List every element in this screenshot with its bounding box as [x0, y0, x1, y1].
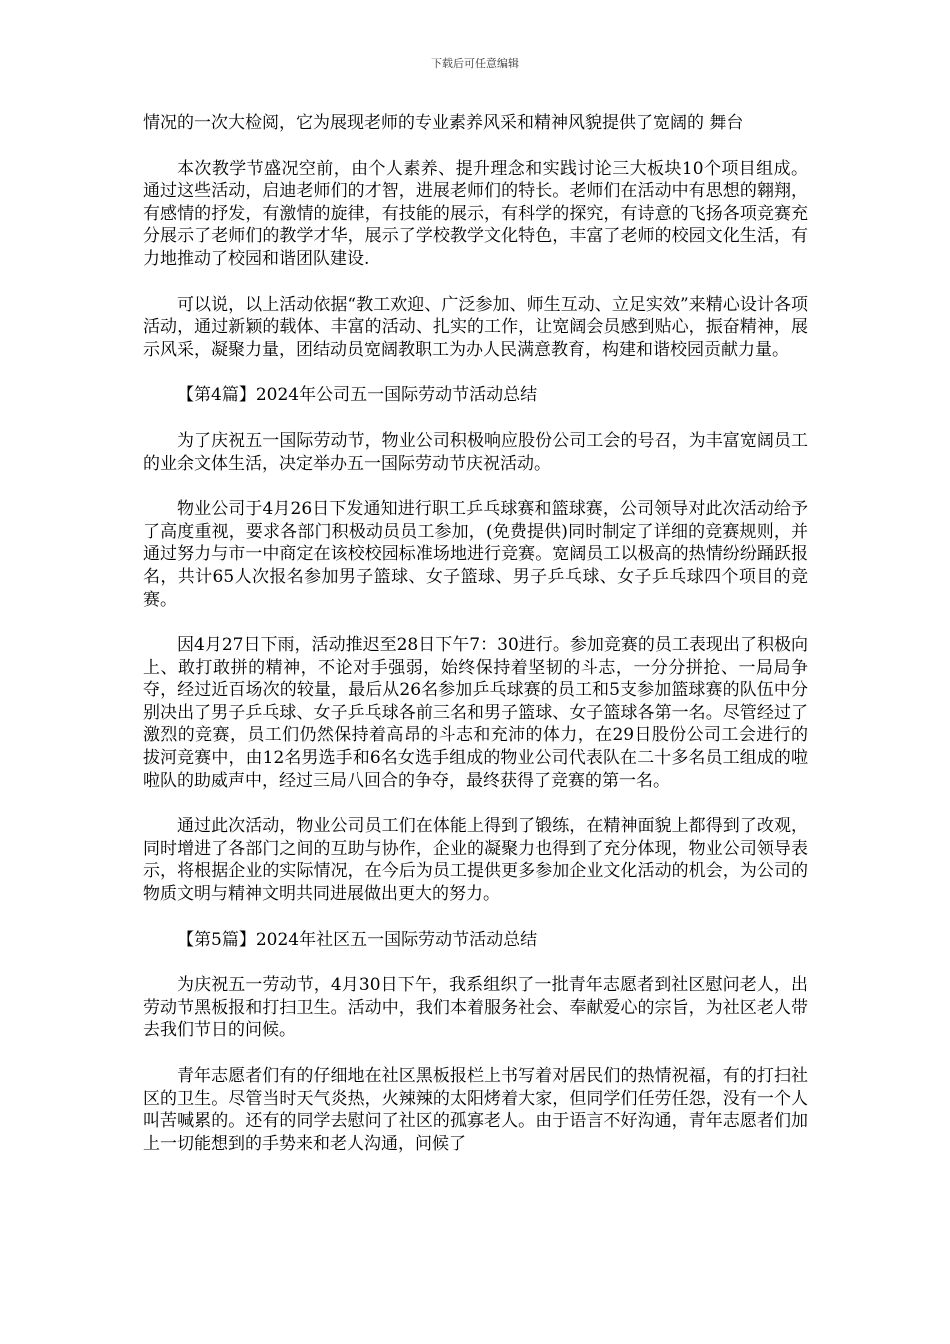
paragraph-competition: 因4月27日下雨，活动推迟至28日下午7：30进行。参加竞赛的员工表现出了积极向上、敢打敢拼的精神，不论对手强弱，始终保持着坚韧的斗志，一分分拼抢、一局局争夺，经过近百场次的较量，最后从26名参加乒乓球赛的员工和5支参加篮球赛的队伍中分别决出了男子乒乓球、女子乒乓球各前三名和男子篮球、女子篮球各第一名。尽管经过了激烈的竞赛，员工们仍然保持着高昂的斗志和充沛的体力，在29日股份公司工会进行的拔河竞赛中，由12名男选手和6名女选手组成的物业公司代表队在二十多名员工组成的啦啦队的助威声中，经过三局八回合的争夺，最终获得了竞赛的第一名。 [143, 635, 808, 791]
paragraph-notice: 物业公司于4月26日下发通知进行职工乒乓球赛和篮球赛，公司领导对此次活动给予了高度重视，要求各部门积极动员员工参加，(免费提供)同时制定了详细的竞赛规则，并通过努力与市一中商定在该校校园标准场地进行竞赛。宽阔员工以极高的热情纷纷踊跃报名，共计65人次报名参加男子篮球、女子篮球、男子乒乓球、女子乒乓球四个项目的竞赛。 [143, 499, 808, 610]
paragraph-intro-4: 为了庆祝五一国际劳动节，物业公司积极响应股份公司工会的号召，为丰富宽阔员工的业余文体生活，决定举办五一国际劳动节庆祝活动。 [143, 430, 808, 474]
document-body [143, 112, 808, 1178]
page-header: 下载后可任意编辑 [431, 57, 519, 70]
paragraph-summary: 可以说，以上活动依据“教工欢迎、广泛参加、师生互动、立足实效”来精心设计各项活动，通过新颖的载体、丰富的活动、扎实的工作，让宽阔会员感到贴心，振奋精神，展示风采，凝聚力量，团结动员宽阔教职工为办人民满意教育，构建和谐校园贡献力量。 [143, 294, 808, 360]
section-heading-4: 【第4篇】2024年公司五一国际劳动节活动总结 [177, 385, 538, 406]
paragraph-conclusion-4: 通过此次活动，物业公司员工们在体能上得到了锻练，在精神面貌上都得到了改观，同时增进了各部门之间的互助与协作，企业的凝聚力也得到了充分体现，物业公司领导表示，将根据企业的实际情况，在今后为员工提供更多参加企业文化活动的机会，为公司的物质文明与精神文明共同进展做出更大的努力。 [143, 816, 808, 905]
paragraph-intro-5: 为庆祝五一劳动节，4月30日下午，我系组织了一批青年志愿者到社区慰问老人，出劳动节黑板报和打扫卫生。活动中，我们本着服务社会、奉献爱心的宗旨，为社区老人带去我们节日的问候。 [143, 975, 808, 1041]
paragraph-volunteers: 青年志愿者们有的仔细地在社区黑板报栏上书写着对居民们的热情祝福，有的打扫社区的卫生。尽管当时天气炎热，火辣辣的太阳烤着大家，但同学们任劳任怨，没有一个人叫苦喊累的。还有的同学去慰问了社区的孤寡老人。由于语言不好沟通，青年志愿者们加上一切能想到的手势来和老人沟通，问候了 [143, 1066, 808, 1154]
paragraph-continuation: 情况的一次大检阅，它为展现老师的专业素养风采和精神风貌提供了宽阔的 舞台 [143, 113, 744, 133]
paragraph-teaching-festival: 本次教学节盛况空前，由个人素养、提升理念和实践讨论三大板块10个项目组成。通过这些活动，启迪老师们的才智，进展老师们的特长。老师们在活动中有思想的翱翔，有感情的抒发，有激情的旋律，有技能的展示，有科学的探究，有诗意的飞扬各项竞赛充分展示了老师们的教学才华，展示了学校教学文化特色，丰富了老师的校园文化生活，有力地推动了校园和谐团队建设. [143, 158, 808, 269]
section-heading-5: 【第5篇】2024年社区五一国际劳动节活动总结 [177, 929, 538, 950]
